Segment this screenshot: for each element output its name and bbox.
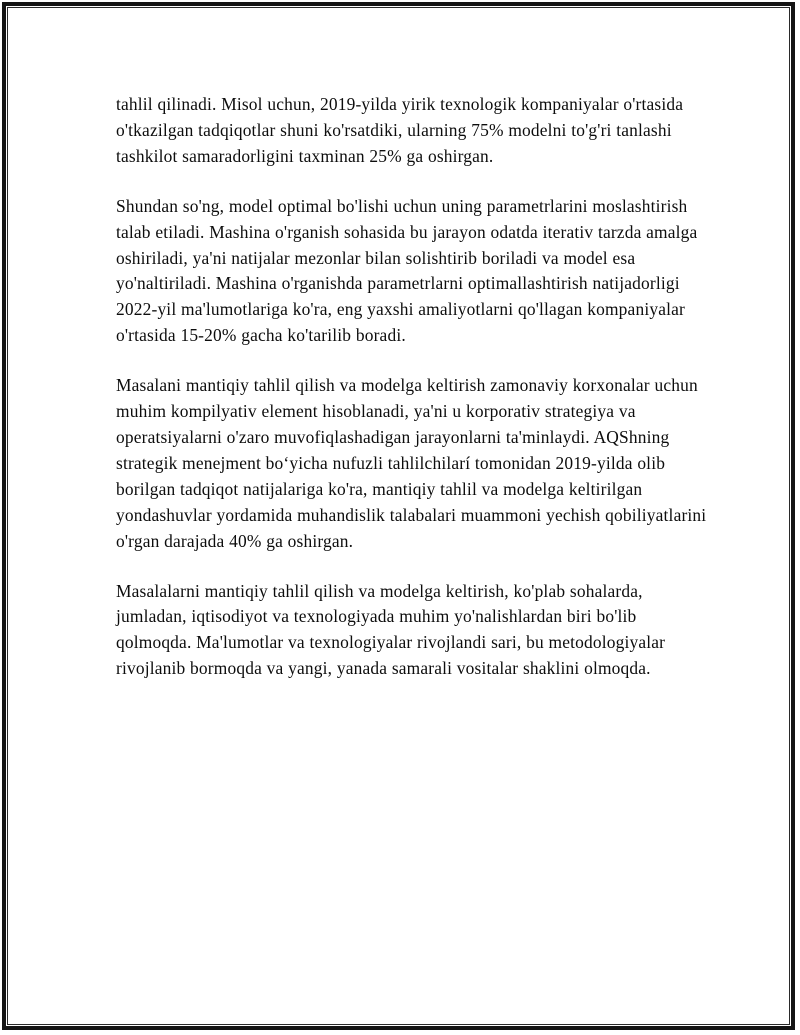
page-border-inner-rule: [7, 7, 790, 1025]
page-border-frame: [2, 2, 795, 1030]
document-body: [116, 92, 708, 682]
body-paragraph: Shundan so'ng, model optimal bo'lishi uchun uning parametrlarini moslashtirish talab etiladi. Mashina o'rganish sohasida bu jarayon odatda iterativ tarzda amalga oshiriladi, ya'ni natijalar mezonlar bilan solishtirib boriladi va model esa yo'naltiriladi. Mashina o'rganishda parametrlarni optimallashtirish natijadorligi 2022-yil ma'lumotlariga ko'ra, eng yaxshi amaliyotlarni qo'llagan kompaniyalar o'rtasida 15-20% gacha ko'tarilib boradi.: [116, 195, 698, 346]
body-paragraph: Masalalarni mantiqiy tahlil qilish va modelga keltirish, ko'plab sohalarda, jumladan, iqtisodiyot va texnologiyada muhim yo'nalishlardan biri bo'lib qolmoqda. Ma'lumotlar va texnologiyalar rivojlandi sari, bu metodologiyalar rivojlanib bormoqda va yangi, yanada samarali vositalar shaklini olmoqda.: [116, 580, 666, 679]
body-paragraph: Masalani mantiqiy tahlil qilish va modelga keltirish zamonaviy korxonalar uchun muhim kompilyativ element hisoblanadi, ya'ni u korporativ strategiya va operatsiyalarni o'zaro muvofiqlashadigan jarayonlarni ta'minlaydi. AQShning strategik menejment bo‘yicha nufuzli tahlilchilarí tomonidan 2019-yilda olib borilgan tadqiqot natijalariga ko'ra, mantiqiy tahlil va modelga keltirilgan yondashuvlar yordamida muhandislik talabalari muammoni yechish qobiliyatlarini o'rgan darajada 40% ga oshirgan.: [116, 375, 707, 551]
body-paragraph: tahlil qilinadi. Misol uchun, 2019-yilda yirik texnologik kompaniyalar o'rtasida o'tkazilgan tadqiqotlar shuni ko'rsatdiki, ularning 75% modelni to'g'ri tanlashi tashkilot samaradorligini taxminan 25% ga oshirgan.: [116, 94, 684, 166]
